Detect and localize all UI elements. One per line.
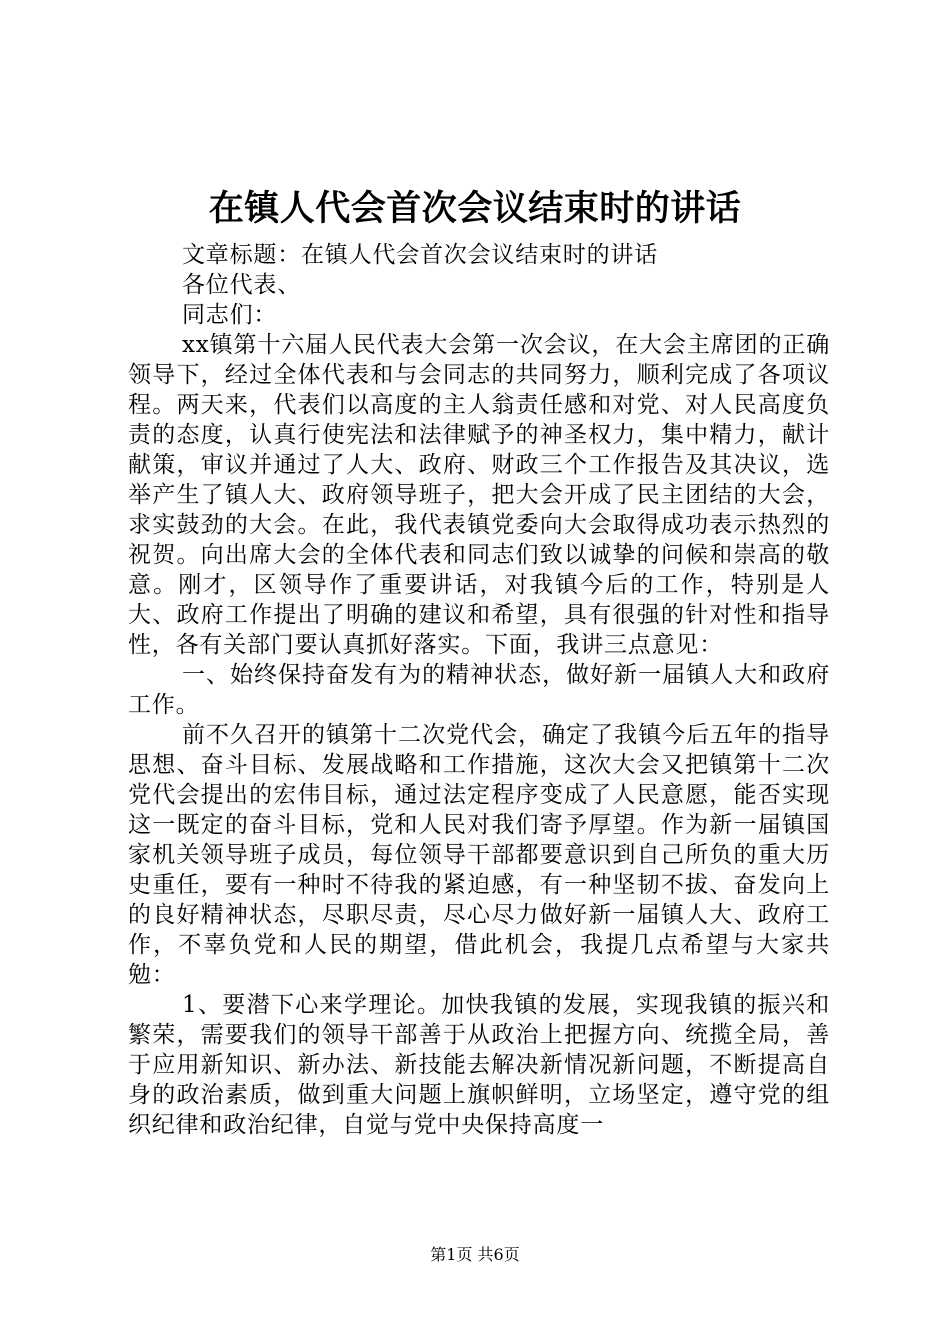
salutation-line-2: 同志们： [182, 302, 278, 328]
document-body [128, 240, 830, 1140]
body-paragraph: 1、要潜下心来学理论。加快我镇的发展，实现我镇的振兴和繁荣，需要我们的领导干部善于从政治上把握方向、统揽全局，善于应用新知识、新办法、新技能去解决新情况新问题，不断提高自身的政治素质，做到重大问题上旗帜鲜明，立场坚定，遵守党的组织纪律和政治纪律，自觉与党中央保持高度一 [128, 992, 830, 1138]
document-title: 在镇人代会首次会议结束时的讲话 [208, 188, 742, 229]
body-paragraph: 前不久召开的镇第十二次党代会，确定了我镇今后五年的指导思想、奋斗目标、发展战略和工作措施，这次大会又把镇第十二次党代会提出的宏伟目标，通过法定程序变成了人民意愿，能否实现这一既定的奋斗目标，党和人民对我们寄予厚望。作为新一届镇国家机关领导班子成员，每位领导干部都要意识到自己所负的重大历史重任，要有一种时不待我的紧迫感，有一种坚韧不拔、奋发向上的良好精神状态，尽职尽责，尽心尽力做好新一届镇人大、政府工作，不辜负党和人民的期望，借此机会，我提几点希望与大家共勉： [128, 722, 830, 988]
article-title-line: 文章标题：在镇人代会首次会议结束时的讲话 [182, 242, 658, 268]
page-footer: 第1页 共6页 [430, 1245, 520, 1264]
section-heading: 一、始终保持奋发有为的精神状态，做好新一届镇人大和政府工作。 [128, 662, 830, 718]
salutation-line-1: 各位代表、 [182, 272, 301, 298]
body-paragraph: xx镇第十六届人民代表大会第一次会议，在大会主席团的正确领导下，经过全体代表和与会同志的共同努力，顺利完成了各项议程。两天来，代表们以高度的主人翁责任感和对党、对人民高度负责的态度，认真行使宪法和法律赋予的神圣权力，集中精力，献计献策，审议并通过了人大、政府、财政三个工作报告及其决议，选举产生了镇人大、政府领导班子，把大会开成了民主团结的大会，求实鼓劲的大会。在此，我代表镇党委向大会取得成功表示热烈的祝贺。向出席大会的全体代表和同志们致以诚挚的问候和崇高的敬意。刚才，区领导作了重要讲话，对我镇今后的工作，特别是人大、政府工作提出了明确的建议和希望，具有很强的针对性和指导性，各有关部门要认真抓好落实。下面，我讲三点意见： [128, 332, 830, 658]
